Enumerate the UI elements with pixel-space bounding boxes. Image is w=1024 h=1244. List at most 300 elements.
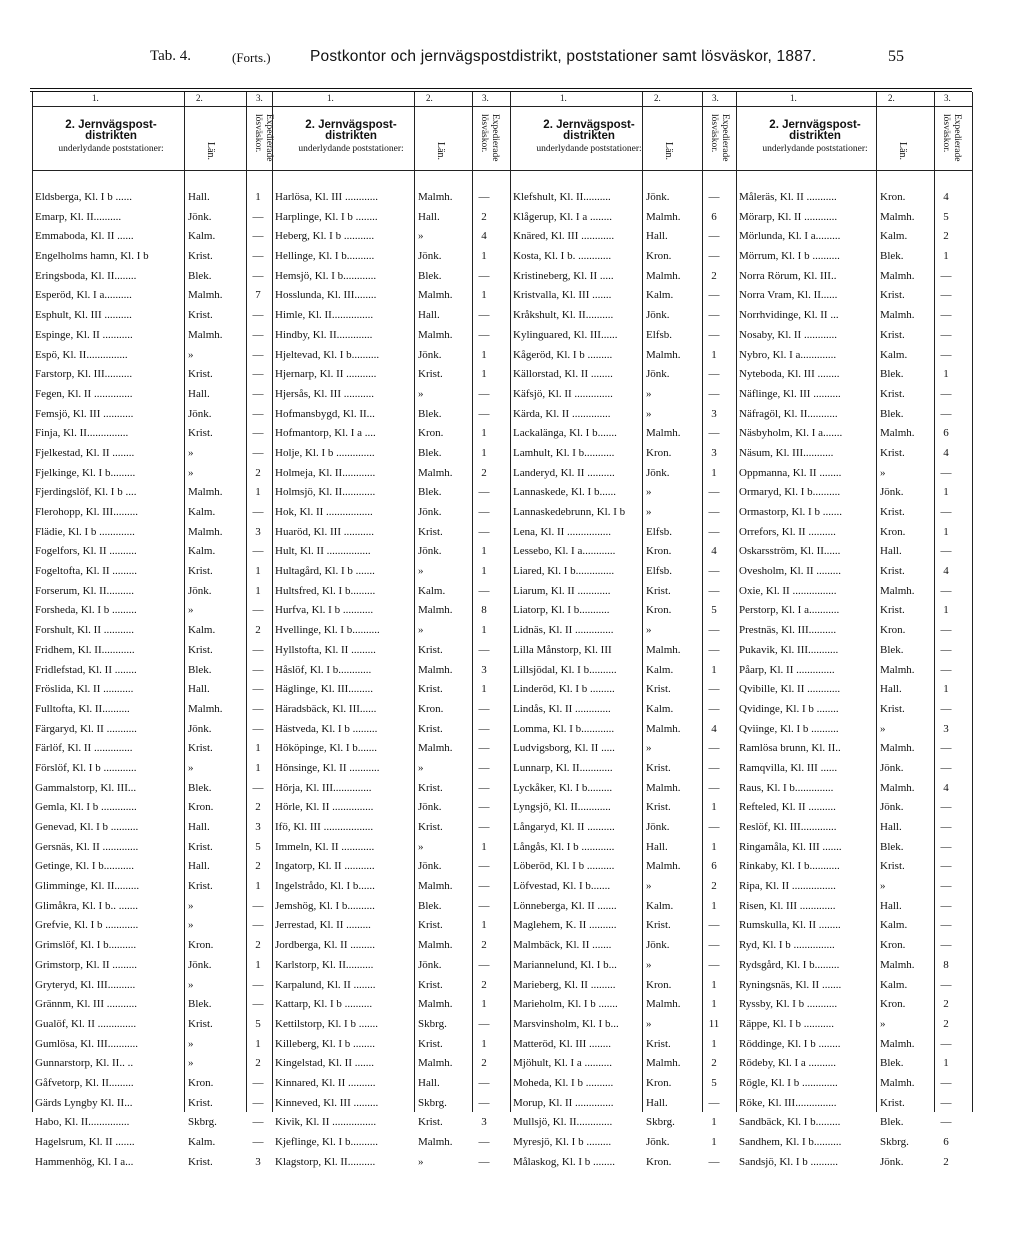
station-name: Hököpinge, Kl. I b....... xyxy=(275,742,378,755)
table-row xyxy=(736,916,972,936)
table-row xyxy=(32,385,272,405)
station-name: Forshult, Kl. II ........... xyxy=(35,624,134,637)
table-row xyxy=(510,916,736,936)
lan-cell: » xyxy=(188,446,194,459)
column-number-row xyxy=(272,92,510,107)
station-name: Matteröd, Kl. III ........ xyxy=(513,1037,612,1050)
station-name: Fridhem, Kl. II............ xyxy=(35,643,135,656)
lösväskor-count: 1 xyxy=(711,466,717,479)
lösväskor-count: 1 xyxy=(255,191,261,203)
station-name: Grännm, Kl. III ........... xyxy=(35,998,138,1011)
station-name: Målaskog, Kl. I b ........ xyxy=(513,1155,616,1168)
station-name: Lena, Kl. II ................ xyxy=(513,525,612,538)
station-name: Fjerdingslöf, Kl. I b .... xyxy=(35,486,137,499)
lan-cell: Skbrg. xyxy=(880,1136,909,1148)
station-name: Hosslunda, Kl. III........ xyxy=(275,289,377,302)
station-name: Näflinge, Kl. III .......... xyxy=(739,387,841,400)
table-row xyxy=(272,700,510,720)
lösväskor-count: 1 xyxy=(481,624,487,637)
station-name: Glimåkra, Kl. I b.. ....... xyxy=(35,899,138,912)
table-row xyxy=(272,601,510,621)
table-row xyxy=(272,779,510,799)
lösväskor-count: — xyxy=(478,722,490,735)
station-name: Mariannelund, Kl. I b... xyxy=(513,958,617,971)
station-name: Qvibille, Kl. II ............ xyxy=(739,683,841,696)
column-number: 2. xyxy=(888,93,895,103)
lan-cell: Krist. xyxy=(880,289,905,302)
lan-cell: Kron. xyxy=(880,525,906,538)
lösväskor-count: 1 xyxy=(711,1037,717,1050)
lan-cell: Krist. xyxy=(646,683,671,696)
header-line: distrikten xyxy=(789,130,841,142)
table-row xyxy=(736,877,972,897)
column-number-row xyxy=(32,92,272,107)
lan-cell: Krist. xyxy=(418,683,443,696)
station-name: Fridlefstad, Kl. II ........ xyxy=(35,663,137,676)
lösväskor-count: — xyxy=(478,1076,490,1089)
lan-cell: Kalm. xyxy=(188,624,216,637)
column-block-2 xyxy=(272,92,510,1168)
table-row xyxy=(510,286,736,306)
lan-header xyxy=(434,142,446,164)
lan-cell: Jönk. xyxy=(880,486,904,499)
table-row xyxy=(736,700,972,720)
lan-cell: » xyxy=(188,978,194,991)
lan-cell: Krist. xyxy=(418,919,443,932)
table-row xyxy=(272,267,510,287)
lösväskor-count: — xyxy=(940,801,952,814)
table-row xyxy=(272,798,510,818)
table-row xyxy=(272,582,510,602)
lan-cell: Jönk. xyxy=(646,821,670,833)
table-row xyxy=(272,227,510,247)
table-row xyxy=(736,838,972,858)
lan-cell: Hall. xyxy=(646,840,668,853)
station-list xyxy=(736,188,972,1172)
lösväskor-count: — xyxy=(940,742,952,755)
table-row xyxy=(272,1153,510,1173)
lösväskor-count: 3 xyxy=(711,407,717,420)
table-row xyxy=(736,562,972,582)
lan-cell: Malmh. xyxy=(418,663,453,676)
lösväskor-count: — xyxy=(252,1116,264,1129)
station-name: Karlstorp, Kl. II.......... xyxy=(275,958,374,971)
lösväskor-count: — xyxy=(940,328,952,341)
station-name: Morup, Kl. II .............. xyxy=(513,1096,614,1109)
lan-cell: Blek. xyxy=(188,663,212,676)
lan-cell: Kron. xyxy=(646,604,672,617)
station-name: Ovesholm, Kl. II ......... xyxy=(739,565,842,578)
lan-cell: Elfsb. xyxy=(646,565,672,578)
lan-cell: » xyxy=(418,840,424,853)
station-name: Raus, Kl. I b.............. xyxy=(739,781,834,794)
station-name: Heberg, Kl. I b ........... xyxy=(275,230,375,243)
lan-cell: Malmh. xyxy=(188,328,223,341)
lösväskor-count: — xyxy=(252,269,264,282)
lösväskor-count: 1 xyxy=(481,919,487,932)
lan-cell: Kron. xyxy=(646,545,672,558)
station-name: Ringamåla, Kl. III ....... xyxy=(739,840,842,853)
station-name: Käfsjö, Kl. II .............. xyxy=(513,387,613,400)
lan-cell: Krist. xyxy=(880,604,905,617)
lan-cell: Hall. xyxy=(418,210,440,223)
lösväskor-count: 2 xyxy=(255,860,261,873)
table-row xyxy=(272,661,510,681)
lösväskor-count: 1 xyxy=(481,368,487,381)
lösväskor-count: — xyxy=(940,1076,952,1089)
header-subline: underlydande poststationer: xyxy=(536,144,642,154)
station-name: Flädie, Kl. I b ............. xyxy=(35,525,135,538)
station-name: Gemla, Kl. I b ............. xyxy=(35,801,137,814)
lan-cell: Malmh. xyxy=(880,1076,915,1089)
lösväskor-count: — xyxy=(708,624,720,637)
station-name: Hjernarp, Kl. II ........... xyxy=(275,368,377,381)
lan-cell: Hall. xyxy=(418,309,440,322)
lösväskor-count: — xyxy=(940,1037,952,1050)
station-name: Hörle, Kl. II ............... xyxy=(275,801,374,814)
lan-cell: » xyxy=(418,230,424,243)
station-name: Gunnarstorp, Kl. II.. .. xyxy=(35,1057,134,1070)
station-name: Mörlunda, Kl. I a......... xyxy=(739,230,841,243)
lan-cell: Elfsb. xyxy=(646,525,672,538)
lan-cell: » xyxy=(188,899,194,912)
station-name: Himle, Kl. II............... xyxy=(275,309,374,322)
lösväskor-count: 5 xyxy=(711,1076,717,1089)
lösväskor-count: 5 xyxy=(255,840,261,853)
table-row xyxy=(32,779,272,799)
station-name: Hellinge, Kl. I b.......... xyxy=(275,250,375,263)
station-name: Holmeja, Kl. II............ xyxy=(275,466,376,479)
station-name: Rögle, Kl. I b ............. xyxy=(739,1076,838,1089)
table-row xyxy=(510,247,736,267)
lan-cell: Malmh. xyxy=(418,466,453,479)
lan-cell: Krist. xyxy=(646,761,671,774)
table-row xyxy=(32,483,272,503)
column-number: 3. xyxy=(944,93,951,103)
table-row xyxy=(736,1153,972,1173)
lan-cell: Kalm. xyxy=(646,289,674,302)
lösväskor-count: 3 xyxy=(255,1155,261,1168)
table-row xyxy=(32,700,272,720)
lan-cell: Jönk. xyxy=(418,506,442,518)
station-name: Lillsjödal, Kl. I b.......... xyxy=(513,663,617,676)
lan-cell: Malmh. xyxy=(646,643,681,656)
table-row xyxy=(510,739,736,759)
table-row xyxy=(736,247,972,267)
lösväskor-count: — xyxy=(478,801,490,814)
lösväskor-count: 1 xyxy=(943,250,949,263)
lan-cell: Krist. xyxy=(880,387,905,400)
table-row xyxy=(510,1035,736,1055)
lan-cell: Krist. xyxy=(880,565,905,578)
lösväskor-count: 11 xyxy=(708,1017,720,1030)
lan-cell: Kalm. xyxy=(418,584,446,597)
lösväskor-count: 2 xyxy=(255,939,261,952)
lan-cell: » xyxy=(646,506,652,518)
lan-cell: Hall. xyxy=(188,387,210,400)
station-name: Gualöf, Kl. II .............. xyxy=(35,1017,137,1030)
station-name: Ramlösa brunn, Kl. II.. xyxy=(739,742,841,755)
lösväskor-count: — xyxy=(478,407,490,420)
lösväskor-count: — xyxy=(708,289,720,302)
station-name: Hultagård, Kl. I b ....... xyxy=(275,565,375,578)
lösväskor-count: 1 xyxy=(255,1037,261,1050)
column-number: 1. xyxy=(92,93,99,103)
lan-cell: Hall. xyxy=(880,683,902,696)
table-row xyxy=(736,208,972,228)
station-name: Kinnared, Kl. II .......... xyxy=(275,1076,376,1089)
lösväskor-count: 2 xyxy=(481,1057,487,1070)
station-name: Hjersås, Kl. III ........... xyxy=(275,387,374,400)
station-name: Norrhvidinge, Kl. II ... xyxy=(739,309,839,322)
lösväskor-count: 1 xyxy=(481,348,487,361)
lösväskor-count: — xyxy=(940,348,952,361)
lan-cell: Skbrg. xyxy=(646,1116,675,1129)
column-header xyxy=(740,120,890,155)
lösväskor-count: — xyxy=(252,1096,264,1109)
lan-cell: Blek. xyxy=(418,486,442,499)
lösväskor-count: 6 xyxy=(943,1136,949,1148)
station-name: Hindby, Kl. II............. xyxy=(275,328,373,341)
station-name: Lomma, Kl. I b............ xyxy=(513,722,615,735)
station-name: Immeln, Kl. II ............ xyxy=(275,840,375,853)
lösväskor-count: 1 xyxy=(711,1116,717,1129)
station-name: Kågeröd, Kl. I b ......... xyxy=(513,348,613,361)
station-name: Lönneberga, Kl. II ....... xyxy=(513,899,617,912)
lösväskor-count: — xyxy=(478,1155,490,1168)
header-line: 2. Jernvägspost- xyxy=(543,119,635,131)
station-name: Räppe, Kl. I b ........... xyxy=(739,1017,835,1030)
table-number: Tab. 4. xyxy=(150,48,192,64)
lan-cell: Malmh. xyxy=(646,781,681,794)
lan-header xyxy=(662,142,674,164)
lösväskor-count: — xyxy=(708,230,720,243)
station-name: Löberöd, Kl. I b .......... xyxy=(513,860,615,873)
table-row xyxy=(272,838,510,858)
lan-cell: Blek. xyxy=(188,781,212,794)
station-name: Klefshult, Kl. II.......... xyxy=(513,191,611,203)
lösväskor-count: — xyxy=(940,978,952,991)
lan-cell: Krist. xyxy=(188,309,213,322)
lösväskor-count: — xyxy=(252,702,264,715)
column-number: 1. xyxy=(327,93,334,103)
station-name: Löfvestad, Kl. I b....... xyxy=(513,880,611,893)
lan-cell: Hall. xyxy=(880,899,902,912)
lösväskor-count: — xyxy=(478,821,490,833)
lan-cell: Krist. xyxy=(188,250,213,263)
column-block-1 xyxy=(32,92,274,1168)
lan-header-text: Län. xyxy=(205,142,216,161)
lösväskor-count: — xyxy=(252,998,264,1011)
lösväskor-count: — xyxy=(708,919,720,932)
lan-cell: Malmh. xyxy=(646,210,681,223)
table-row xyxy=(736,936,972,956)
lösväskor-count: — xyxy=(940,919,952,932)
lan-cell: Jönk. xyxy=(646,368,670,381)
lösväskor-count: 1 xyxy=(711,801,717,814)
station-name: Hofmantorp, Kl. I a .... xyxy=(275,427,376,440)
station-name: Färgaryd, Kl. II ........... xyxy=(35,722,137,735)
table-row xyxy=(736,976,972,996)
lan-cell: Malmh. xyxy=(418,1057,453,1070)
lan-cell: » xyxy=(646,880,652,893)
table-row xyxy=(510,641,736,661)
header-line: distrikten xyxy=(563,130,615,142)
lan-cell: Malmh. xyxy=(880,958,915,971)
header-subline: underlydande poststationer: xyxy=(762,144,868,154)
lan-cell: Jönk. xyxy=(880,801,904,814)
station-name: Gryteryd, Kl. III.......... xyxy=(35,978,136,991)
table-row xyxy=(510,483,736,503)
lösväskor-count: 3 xyxy=(481,1116,487,1129)
lösväskor-count: — xyxy=(940,289,952,302)
table-row xyxy=(510,956,736,976)
station-name: Ramqvilla, Kl. III ...... xyxy=(739,761,838,774)
lan-cell: Kron. xyxy=(646,978,672,991)
station-name: Källorstad, Kl. II ........ xyxy=(513,368,613,381)
table-row xyxy=(32,346,272,366)
table-row xyxy=(32,1015,272,1035)
station-name: Kärda, Kl. II .............. xyxy=(513,407,611,420)
lösväskor-count: — xyxy=(478,584,490,597)
station-name: Lilla Månstorp, Kl. III xyxy=(513,643,612,656)
lan-cell: Jönk. xyxy=(646,191,670,203)
station-list xyxy=(272,188,510,1172)
table-row xyxy=(32,936,272,956)
lösväskor-count: — xyxy=(708,683,720,696)
table-row xyxy=(272,995,510,1015)
station-name: Hästveda, Kl. I b ......... xyxy=(275,722,378,735)
lan-cell: Kalm. xyxy=(880,919,908,932)
lösväskor-count: — xyxy=(252,427,264,440)
station-name: Kråkshult, Kl. II.......... xyxy=(513,309,614,322)
lösväskor-count: 1 xyxy=(943,525,949,538)
lösväskor-count: — xyxy=(478,486,490,499)
lösväskor-count: — xyxy=(478,328,490,341)
lan-cell: Jönk. xyxy=(188,210,212,223)
table-row xyxy=(272,1113,510,1133)
lan-cell: Blek. xyxy=(880,368,904,381)
lösväskor-count: 2 xyxy=(943,998,949,1011)
station-name: Kylinguared, Kl. III...... xyxy=(513,328,618,341)
column-number-row xyxy=(736,92,972,107)
lan-cell: Blek. xyxy=(418,899,442,912)
table-row xyxy=(32,759,272,779)
lan-cell: Kron. xyxy=(188,1076,214,1089)
station-name: Fjelkestad, Kl. II ........ xyxy=(35,446,135,459)
station-name: Lessebo, Kl. I a............ xyxy=(513,545,616,558)
lösväskor-count: 1 xyxy=(481,545,487,558)
lösväskor-count: 1 xyxy=(711,663,717,676)
station-name: Sandhem, Kl. I b.......... xyxy=(739,1136,842,1148)
lan-cell: Malmh. xyxy=(880,309,915,322)
lan-cell: Krist. xyxy=(880,506,905,518)
lan-cell: Krist. xyxy=(418,525,443,538)
table-row xyxy=(32,444,272,464)
station-name: Harplinge, Kl. I b ........ xyxy=(275,210,378,223)
table-row xyxy=(736,227,972,247)
station-name: Ryningsnäs, Kl. II ....... xyxy=(739,978,842,991)
expedierade-header-text: Expedierade lösväskor. xyxy=(253,114,274,162)
table-row xyxy=(736,464,972,484)
lan-cell: Krist. xyxy=(880,328,905,341)
lösväskor-count: — xyxy=(940,821,952,833)
station-name: Hultsfred, Kl. I b......... xyxy=(275,584,376,597)
lösväskor-count: 3 xyxy=(481,663,487,676)
table-row xyxy=(510,188,736,208)
lan-cell: Malmh. xyxy=(188,702,223,715)
station-name: Genevad, Kl. I b .......... xyxy=(35,821,139,833)
header-line: 2. Jernvägspost- xyxy=(65,119,157,131)
lösväskor-count: 1 xyxy=(255,742,261,755)
lan-cell: Krist. xyxy=(646,584,671,597)
table-row xyxy=(32,976,272,996)
table-row xyxy=(272,503,510,523)
lösväskor-count: 8 xyxy=(943,958,949,971)
lan-cell: » xyxy=(418,387,424,400)
lan-cell: Kalm. xyxy=(880,348,908,361)
station-name: Myresjö, Kl. I b ......... xyxy=(513,1136,612,1148)
station-name: Fjelkinge, Kl. I b......... xyxy=(35,466,136,479)
station-name: Huaröd, Kl. III ........... xyxy=(275,525,374,538)
column-header xyxy=(514,120,664,155)
lösväskor-count: — xyxy=(940,840,952,853)
lösväskor-count: 2 xyxy=(711,880,717,893)
station-name: Kettilstorp, Kl. I b ....... xyxy=(275,1017,378,1030)
table-row xyxy=(736,1094,972,1114)
lösväskor-count: 1 xyxy=(255,958,261,971)
lan-cell: Malmh. xyxy=(880,663,915,676)
table-row xyxy=(272,621,510,641)
lösväskor-count: — xyxy=(252,722,264,735)
station-name: Jemshög, Kl. I b.......... xyxy=(275,899,375,912)
station-name: Näsbyholm, Kl. I a....... xyxy=(739,427,843,440)
lösväskor-count: — xyxy=(940,761,952,774)
station-name: Gammalstorp, Kl. III... xyxy=(35,781,137,794)
lösväskor-count: — xyxy=(708,781,720,794)
table-row xyxy=(510,1054,736,1074)
lan-header xyxy=(204,142,216,164)
column-number: 3. xyxy=(482,93,489,103)
table-row xyxy=(32,523,272,543)
station-name: Häglinge, Kl. III......... xyxy=(275,683,374,696)
lösväskor-count: — xyxy=(252,643,264,656)
column-number-row xyxy=(510,92,736,107)
lan-cell: Malmh. xyxy=(646,860,681,873)
lan-cell: Malmh. xyxy=(646,348,681,361)
station-name: Kjeflinge, Kl. I b.......... xyxy=(275,1136,378,1148)
table-row xyxy=(510,444,736,464)
column-header xyxy=(276,120,426,155)
station-name: Marieholm, Kl. I b ....... xyxy=(513,998,618,1011)
lan-cell: » xyxy=(646,1017,652,1030)
lösväskor-count: — xyxy=(708,427,720,440)
table-row xyxy=(272,739,510,759)
table-row xyxy=(272,286,510,306)
lan-cell: Jönk. xyxy=(418,958,442,971)
table-row xyxy=(736,798,972,818)
table-row xyxy=(736,365,972,385)
header-line: distrikten xyxy=(85,130,137,142)
lan-cell: Malmh. xyxy=(880,427,915,440)
lan-cell: » xyxy=(646,742,652,755)
station-name: Jordberga, Kl. II ......... xyxy=(275,939,375,952)
column-header xyxy=(36,120,186,155)
table-row xyxy=(272,247,510,267)
lan-cell: Blek. xyxy=(418,269,442,282)
lösväskor-count: — xyxy=(940,1096,952,1109)
lan-cell: Blek. xyxy=(880,643,904,656)
